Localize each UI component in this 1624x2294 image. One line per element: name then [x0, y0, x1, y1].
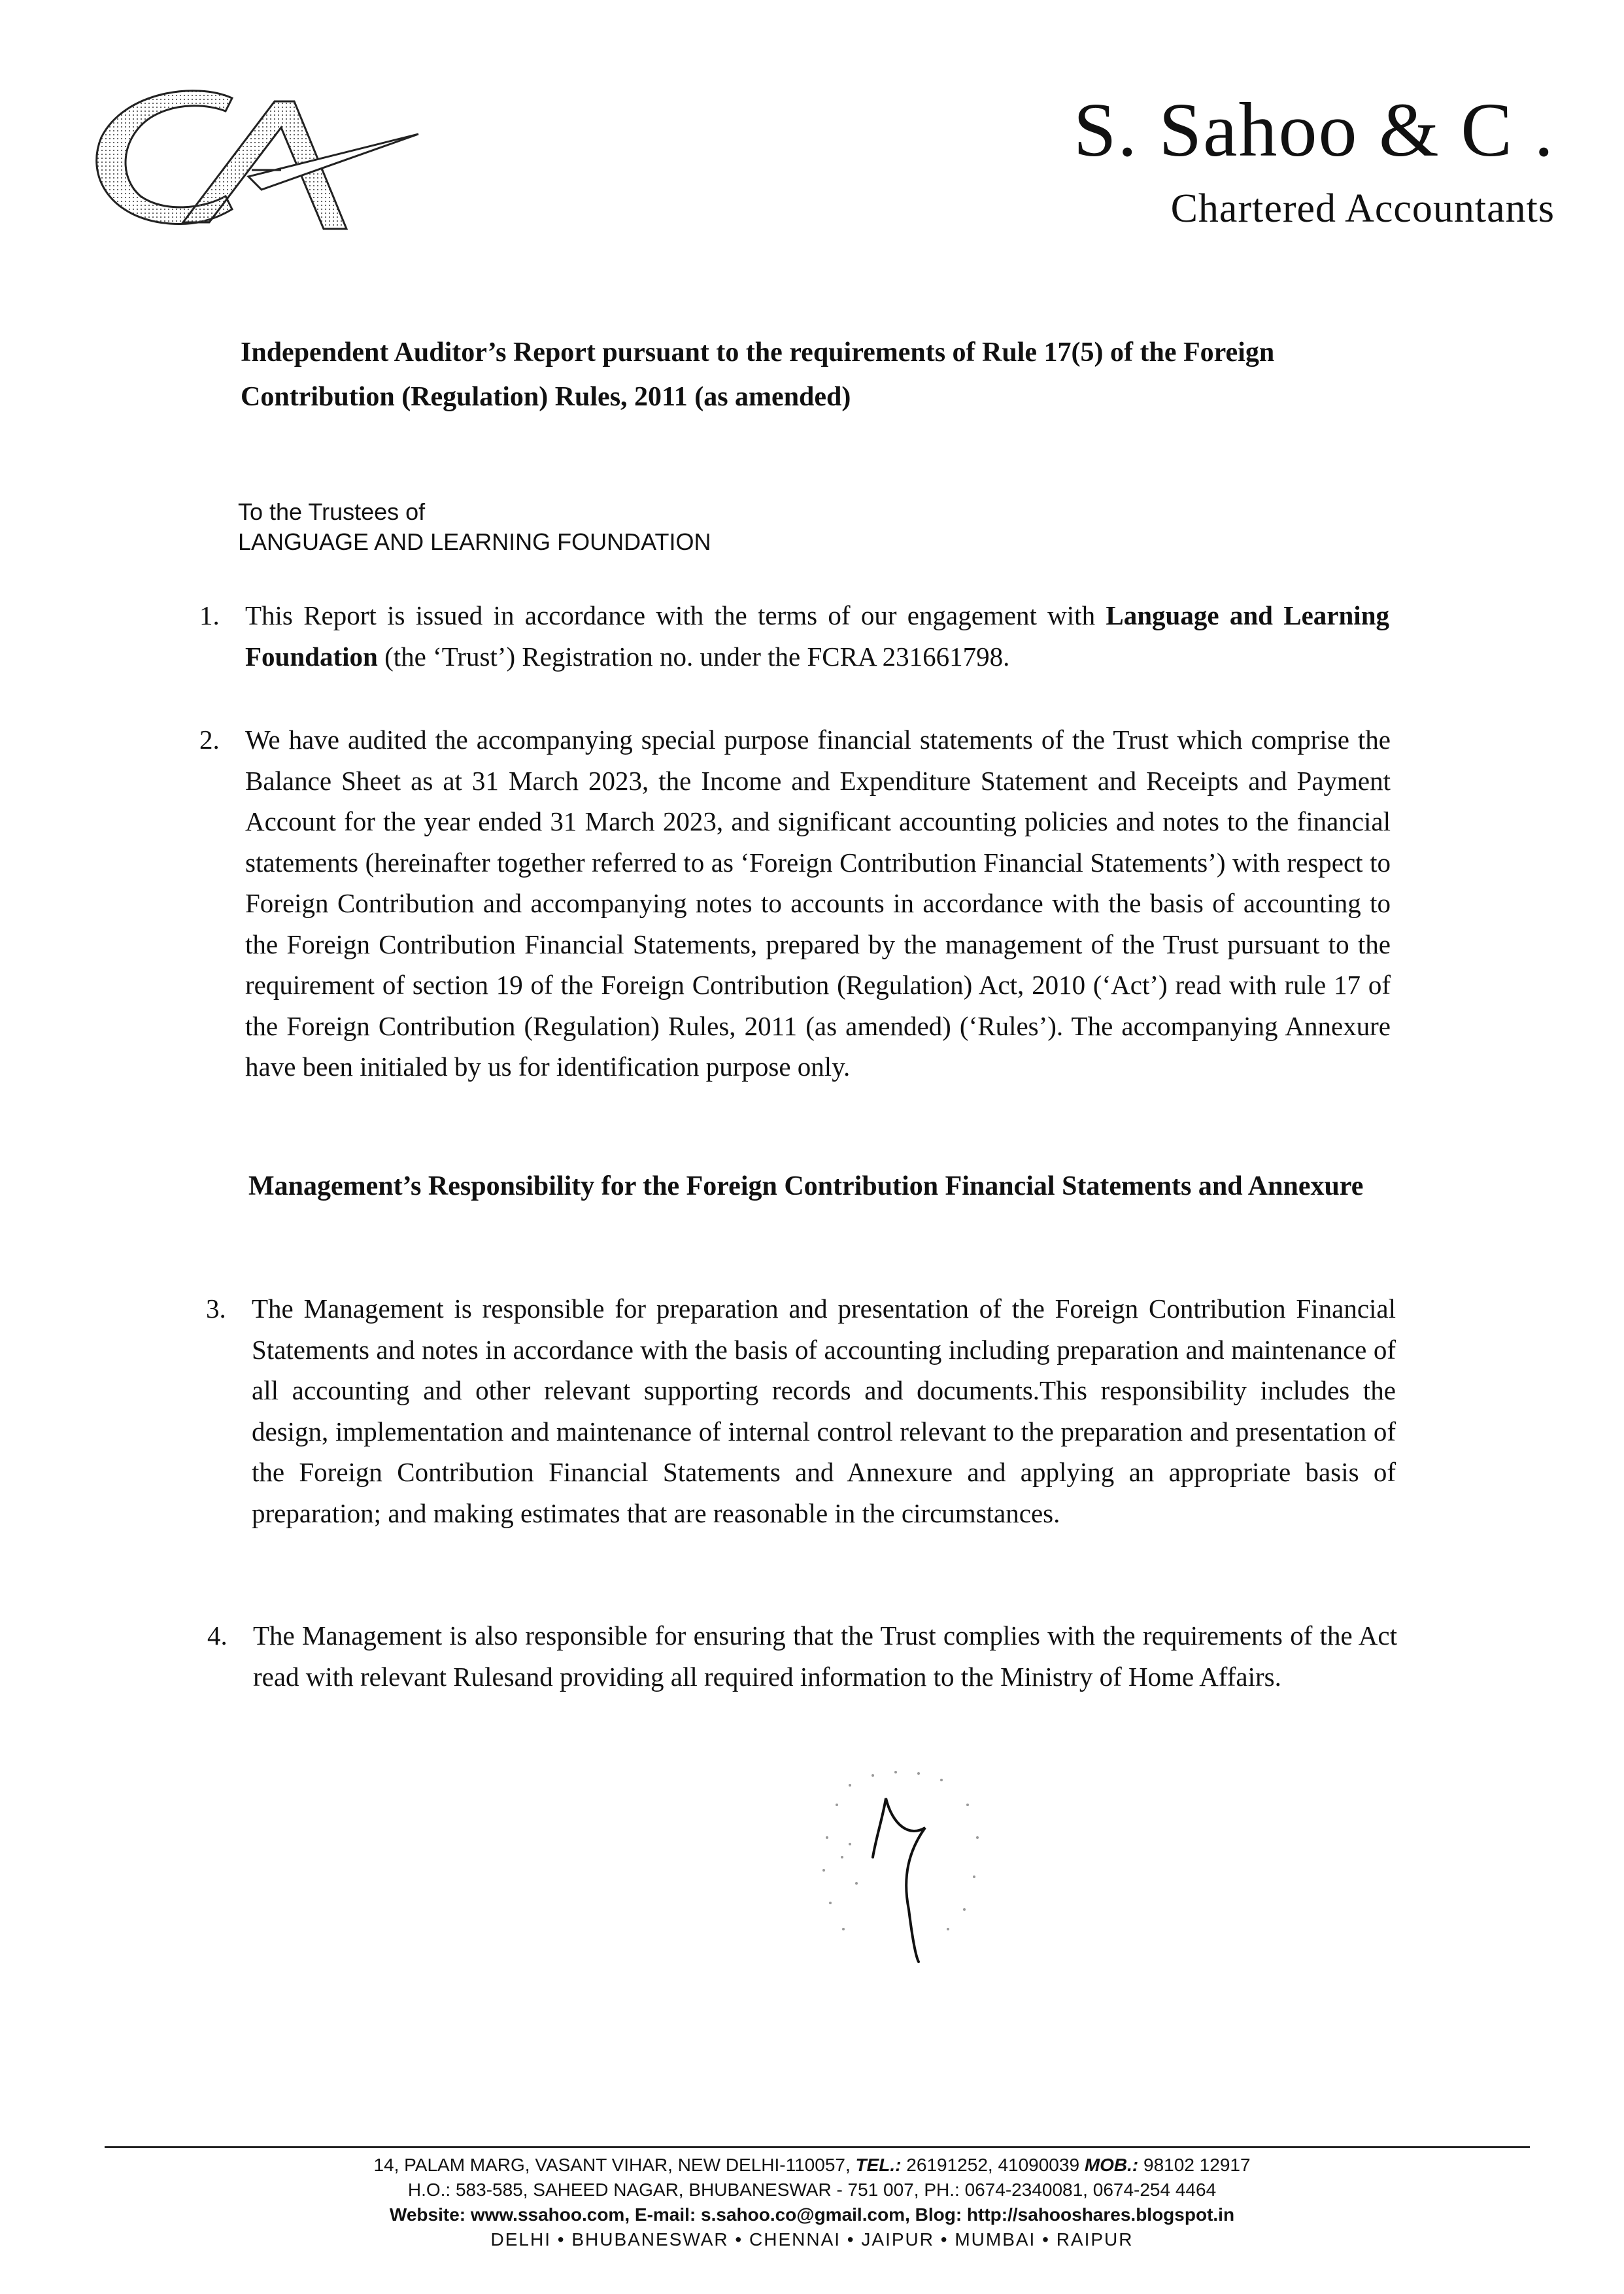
footer-divider: [105, 2146, 1530, 2148]
initial-signature: [811, 1766, 1026, 1975]
addressee-org: LANGUAGE AND LEARNING FOUNDATION: [238, 528, 711, 555]
section-heading: Management’s Responsibility for the Foreign Contribution Financial Statements and Annexure: [248, 1171, 1364, 1201]
paragraph-number: 4.: [207, 1620, 228, 1651]
firm-name: S. Sahoo & C .: [1073, 87, 1555, 173]
footer-contact: Website: www.ssahoo.com, E-mail: s.sahoo.co@gmail.com, Blog: http://sahooshares.blogspot.in: [389, 2204, 1235, 2225]
footer-head-office: H.O.: 583-585, SAHEED NAGAR, BHUBANESWAR - 751 007, PH.: 0674-2340081, 0674-254 4464: [407, 2180, 1217, 2200]
tel-label: TEL.:: [855, 2155, 902, 2175]
paragraph-number: 3.: [206, 1293, 226, 1324]
paragraph-3: [206, 1288, 1396, 1533]
paragraph-1: [199, 595, 1389, 677]
trust-name: Language and Learning Foundation: [245, 600, 1389, 672]
paragraph-text: We have audited the accompanying special purpose financial statements of the Trust which comprise the Balance Sheet as at 31 March 2023, the Income and Expenditure Statement and Receipts and Payment Account for the year ended 31 March 2023, and significant accounting policies and notes to the financial statements (hereinafter together referred to as ‘Foreign Contribution Financial Statements’) with respect to Foreign Contribution and accompanying notes to accounts in accordance with the basis of accounting to the Foreign Contribution Financial Statements, prepared by the management of the Trust pursuant to the requirement of section 19 of the Foreign Contribution (Regulation) Act, 2010 (‘Act’) read with rule 17 of the Foreign Contribution (Regulation) Rules, 2011 (as amended) (‘Rules’). The accompanying Annexure have been initialed by us for identification purpose only.: [245, 725, 1391, 1082]
report-title: Independent Auditor’s Report pursuant to the requirements of Rule 17(5) of the Foreign Contribution (Regulation) Rules, 2011 (as amended): [241, 337, 1275, 412]
footer-cities: DELHI • BHUBANESWAR • CHENNAI • JAIPUR • MUMBAI • RAIPUR: [490, 2229, 1134, 2250]
paragraph-text: This Report is issued in accordance with the terms of our engagement with: [245, 600, 1106, 630]
paragraph-number: 2.: [199, 725, 220, 755]
addressee-line: To the Trustees of: [238, 498, 426, 525]
mob-label: MOB.:: [1084, 2155, 1139, 2175]
paragraph-text: The Management is responsible for preparation and presentation of the Foreign Contribution Financial Statements and notes in accordance with the basis of accounting including preparation and maintenance of all accounting and other relevant supporting records and documents.This responsibility includes the design, implementation and maintenance of internal control relevant to the preparation and presentation of the Foreign Contribution Financial Statements and Annexure and applying an appropriate basis of preparation; and making estimates that are reasonable in the circumstances.: [252, 1293, 1396, 1528]
tel-value: 26191252, 41090039: [901, 2155, 1085, 2175]
ca-logo: [85, 78, 425, 242]
addressee: [238, 497, 711, 557]
footer-address: [0, 2153, 1624, 2178]
firm-subtitle: Chartered Accountants: [1170, 186, 1555, 231]
footer: [0, 2153, 1624, 2252]
footer-address-text: 14, PALAM MARG, VASANT VIHAR, NEW DELHI-110057,: [373, 2155, 856, 2175]
paragraph-number: 1.: [199, 600, 220, 630]
paragraph-2: [199, 719, 1391, 1087]
paragraph-text: (the ‘Trust’) Registration no. under the FCRA 231661798.: [377, 641, 1010, 672]
mob-value: 98102 12917: [1138, 2155, 1251, 2175]
paragraph-4: [207, 1615, 1397, 1697]
paragraph-text: The Management is also responsible for ensuring that the Trust complies with the requirements of the Act read with relevant Rulesand providing all required information to the Ministry of Home Affairs.: [253, 1620, 1397, 1692]
